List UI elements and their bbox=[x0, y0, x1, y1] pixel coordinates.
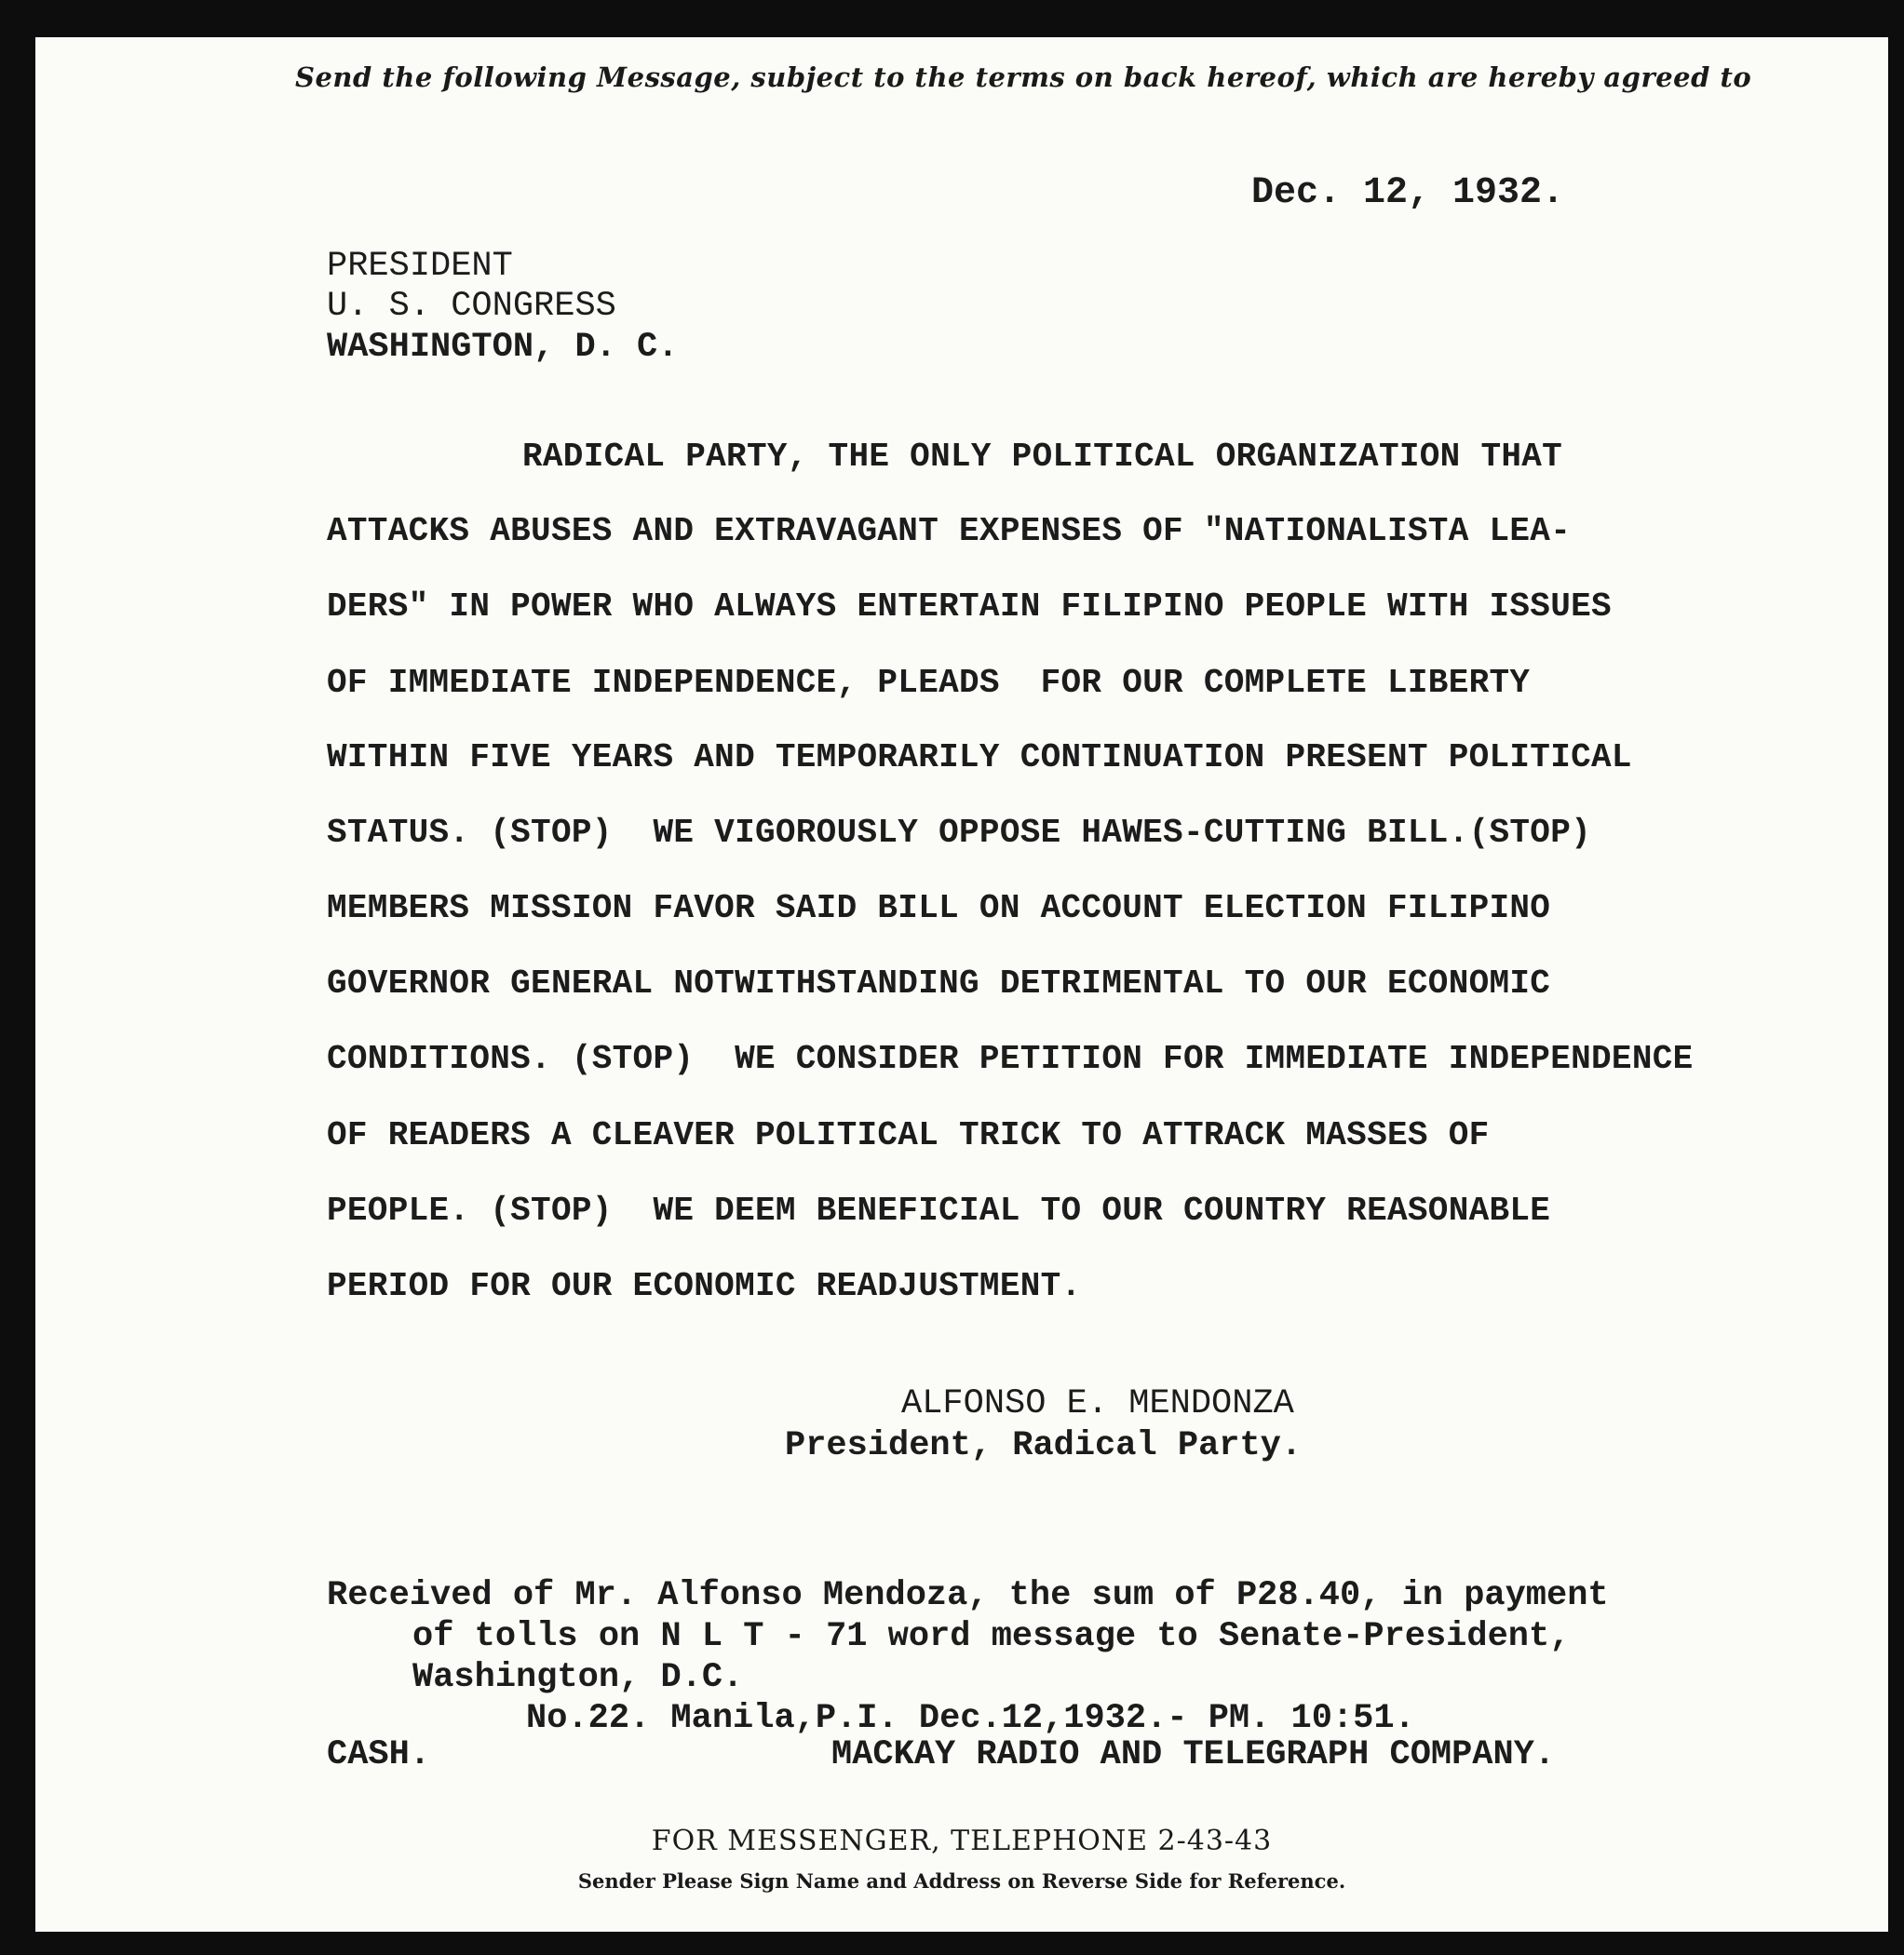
body-line: GOVERNOR GENERAL NOTWITHSTANDING DETRIMENTAL TO OUR ECONOMIC bbox=[327, 964, 1551, 1003]
body-line: WITHIN FIVE YEARS AND TEMPORARILY CONTINUATION PRESENT POLITICAL bbox=[327, 738, 1632, 776]
body-line: PERIOD FOR OUR ECONOMIC READJUSTMENT. bbox=[327, 1267, 1082, 1305]
body-line: OF IMMEDIATE INDEPENDENCE, PLEADS FOR OUR COMPLETE LIBERTY bbox=[327, 664, 1531, 702]
signature-title: President, Radical Party. bbox=[785, 1426, 1303, 1465]
form-header: Send the following Message, subject to the terms on back hereof, which are hereby agreed to bbox=[295, 61, 1752, 93]
body-line: CONDITIONS. (STOP) WE CONSIDER PETITION FOR IMMEDIATE INDEPENDENCE bbox=[327, 1040, 1694, 1078]
body-line: MEMBERS MISSION FAVOR SAID BILL ON ACCOUNT ELECTION FILIPINO bbox=[327, 889, 1551, 927]
signature-name: ALFONSO E. MENDONZA bbox=[901, 1384, 1294, 1423]
body-line: STATUS. (STOP) WE VIGOROUSLY OPPOSE HAWES-CUTTING BILL.(STOP) bbox=[327, 814, 1592, 852]
body-line: RADICAL PARTY, THE ONLY POLITICAL ORGANIZATION THAT bbox=[522, 438, 1563, 476]
footer-messenger-phone: FOR MESSENGER, TELEPHONE 2-43-43 bbox=[651, 1825, 1273, 1857]
body-line: DERS" IN POWER WHO ALWAYS ENTERTAIN FILIPINO PEOPLE WITH ISSUES bbox=[327, 587, 1612, 626]
receipt-line-3: Washington, D.C. bbox=[412, 1658, 744, 1697]
receipt-payment: CASH. bbox=[327, 1735, 431, 1774]
body-line: OF READERS A CLEAVER POLITICAL TRICK TO ATTRACK MASSES OF bbox=[327, 1116, 1490, 1154]
body-line: ATTACKS ABUSES AND EXTRAVAGANT EXPENSES OF "NATIONALISTA LEA- bbox=[327, 512, 1572, 550]
address-line-1: PRESIDENT bbox=[327, 247, 513, 286]
footer-sender-note: Sender Please Sign Name and Address on Reverse Side for Reference. bbox=[577, 1869, 1346, 1893]
address-line-2: U. S. CONGRESS bbox=[327, 287, 616, 326]
receipt-line-1: Received of Mr. Alfonso Mendoza, the sum of P28.40, in payment bbox=[327, 1576, 1609, 1615]
receipt-line-4: No.22. Manila,P.I. Dec.12,1932.- PM. 10:51. bbox=[526, 1699, 1415, 1738]
receipt-company: MACKAY RADIO AND TELEGRAPH COMPANY. bbox=[831, 1735, 1556, 1774]
receipt-line-2: of tolls on N L T - 71 word message to Senate-President, bbox=[412, 1617, 1571, 1656]
address-line-3: WASHINGTON, D. C. bbox=[327, 328, 679, 367]
telegram-form bbox=[35, 37, 1888, 1932]
body-line: PEOPLE. (STOP) WE DEEM BENEFICIAL TO OUR COUNTRY REASONABLE bbox=[327, 1192, 1551, 1230]
message-date: Dec. 12, 1932. bbox=[1251, 172, 1565, 214]
